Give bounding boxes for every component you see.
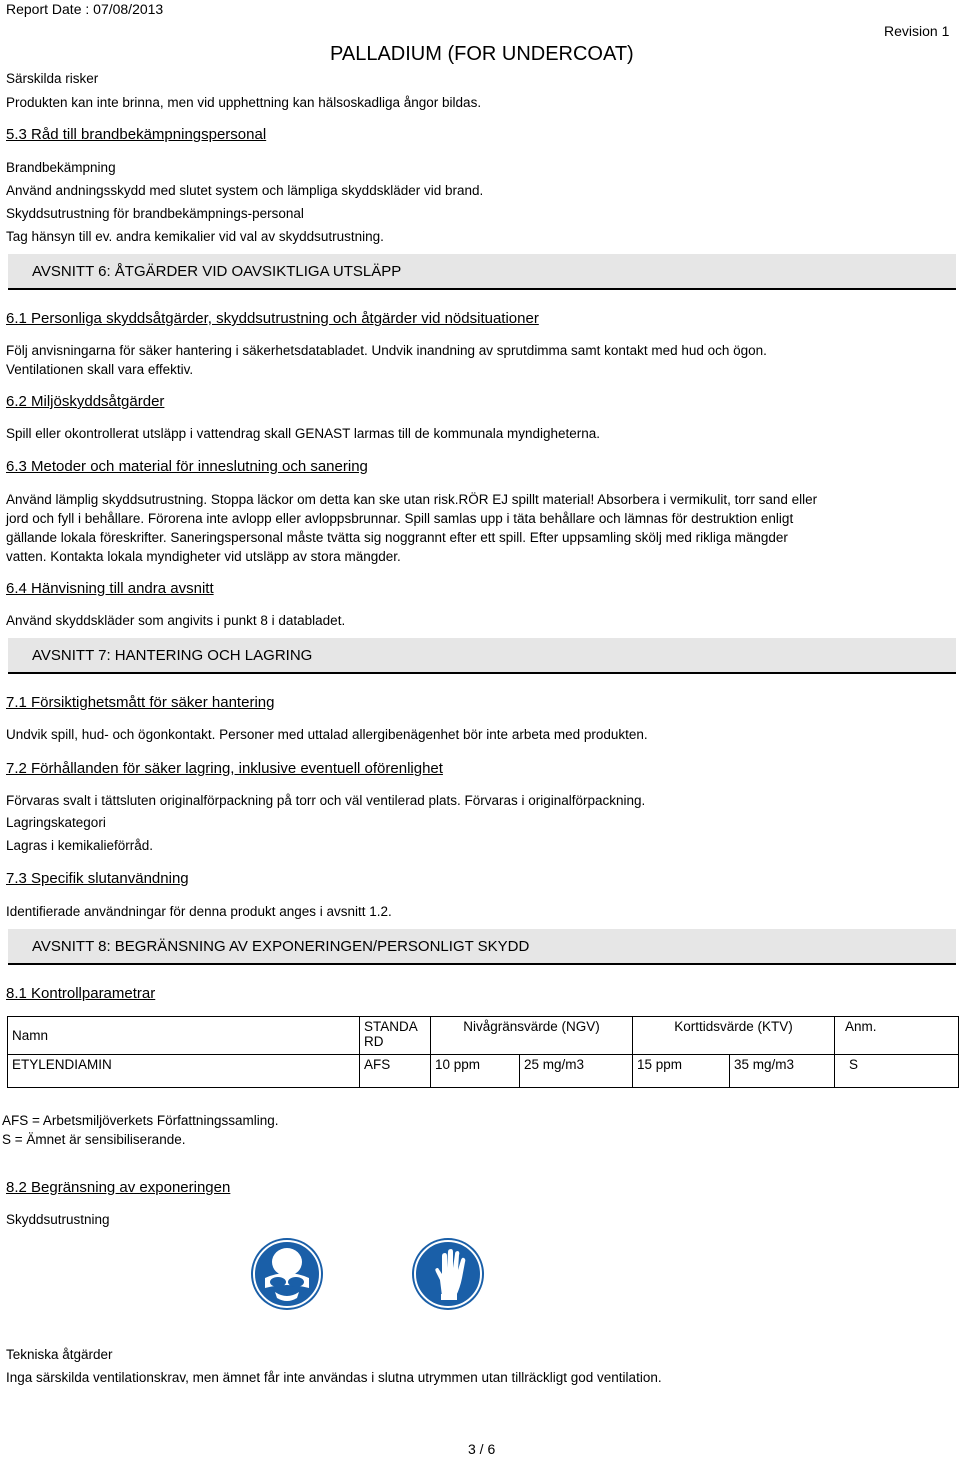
heading-8-2: 8.2 Begränsning av exponeringen <box>6 1179 231 1196</box>
section-8-bar <box>8 929 956 963</box>
heading-7-1: 7.1 Försiktighetsmått för säker hantering <box>6 694 275 711</box>
heading-6-1: 6.1 Personliga skyddsåtgärder, skyddsutrustning och åtgärder vid nödsituationer <box>6 310 539 327</box>
text-6-3-line4: vatten. Kontakta lokala myndigheter vid utsläpp av stora mängder. <box>6 549 401 564</box>
section-8-title: AVSNITT 8: BEGRÄNSNING AV EXPONERINGEN/PERSONLIGT SKYDD <box>32 938 530 955</box>
text-6-4: Använd skyddskläder som angivits i punkt 8 i databladet. <box>6 613 346 628</box>
special-risks-text: Produkten kan inte brinna, men vid upphettning kan hälsoskadliga ångor bildas. <box>6 95 482 110</box>
cell-anm: S <box>835 1055 959 1088</box>
section-6-rule <box>8 288 956 290</box>
cell-ngv-mg: 25 mg/m3 <box>520 1055 633 1088</box>
product-name: PALLADIUM (FOR UNDERCOAT) <box>330 43 634 65</box>
header-name: Namn <box>8 1017 360 1055</box>
heading-5-3: 5.3 Råd till brandbekämpningspersonal <box>6 126 267 143</box>
text-6-1-line1: Följ anvisningarna för säker hantering i säkerhetsdatabladet. Undvik inandning av sprutdimma samt kontakt med hud och ögon. <box>6 343 767 358</box>
cell-standard: AFS <box>360 1055 431 1088</box>
firefighting-text: Använd andningsskydd med slutet system och lämpliga skyddskläder vid brand. <box>6 183 484 198</box>
text-6-3-line3: gällande lokala föreskrifter. Saneringspersonal måste tvätta sig noggrannt efter ett spill. Efter uppsamling skölj med rikliga mängder <box>6 530 788 545</box>
heading-6-2: 6.2 Miljöskyddsåtgärder <box>6 393 165 410</box>
text-7-1: Undvik spill, hud- och ögonkontakt. Personer med uttalad allergibenägenhet bör inte arbeta med produkten. <box>6 727 648 742</box>
cell-ngv-ppm: 10 ppm <box>431 1055 520 1088</box>
storage-category-label: Lagringskategori <box>6 815 106 830</box>
heading-6-4: 6.4 Hänvisning till andra avsnitt <box>6 580 214 597</box>
page-number: 3 / 6 <box>468 1441 496 1457</box>
revision-label: Revision 1 <box>884 23 950 39</box>
text-6-2: Spill eller okontrollerat utsläpp i vattendrag skall GENAST larmas till de kommunala myndigheterna. <box>6 426 601 441</box>
storage-category-text: Lagras i kemikalieförråd. <box>6 838 154 853</box>
header-anm: Anm. <box>835 1017 959 1055</box>
section-7-title: AVSNITT 7: HANTERING OCH LAGRING <box>32 647 313 664</box>
cell-ktv-mg: 35 mg/m3 <box>730 1055 835 1088</box>
header-ktv: Korttidsvärde (KTV) <box>633 1017 835 1055</box>
cell-name: ETYLENDIAMIN <box>8 1055 360 1088</box>
heading-7-2: 7.2 Förhållanden för säker lagring, inklusive eventuell oförenlighet <box>6 760 443 777</box>
technical-measures-label: Tekniska åtgärder <box>6 1347 113 1362</box>
gloves-icon <box>412 1238 484 1310</box>
protective-equipment-label: Skyddsutrustning för brandbekämpnings-personal <box>6 206 304 221</box>
table-header-row <box>8 1017 959 1055</box>
section-8-rule <box>8 963 956 965</box>
heading-8-1: 8.1 Kontrollparametrar <box>6 985 156 1002</box>
control-parameters-table <box>7 1016 959 1088</box>
note-s: S = Ämnet är sensibiliserande. <box>2 1132 186 1147</box>
protective-equipment-label-8: Skyddsutrustning <box>6 1212 110 1227</box>
section-7-rule <box>8 672 956 674</box>
header-standard: STANDARD <box>360 1017 431 1055</box>
text-6-3-line2: jord och fyll i behållare. Förorena inte avlopp eller avloppsbrunnar. Spill samlas upp i täta behållare och lämnas för destruktion enligt <box>6 511 794 526</box>
section-7-bar <box>8 638 956 672</box>
firefighting-label: Brandbekämpning <box>6 160 116 175</box>
text-7-3: Identifierade användningar för denna produkt anges i avsnitt 1.2. <box>6 904 392 919</box>
note-afs: AFS = Arbetsmiljöverkets Författningssamling. <box>2 1113 279 1128</box>
section-6-title: AVSNITT 6: ÅTGÄRDER VID OAVSIKTLIGA UTSLÄPP <box>32 263 402 280</box>
header-ngv: Nivågränsvärde (NGV) <box>431 1017 633 1055</box>
section-6-bar <box>8 254 956 288</box>
text-6-3-line1: Använd lämplig skyddsutrustning. Stoppa läckor om detta kan ske utan risk.RÖR EJ spillt material! Absorbera i vermikulit, torr sand eller <box>6 492 818 507</box>
heading-6-3: 6.3 Metoder och material för inneslutning och sanering <box>6 458 368 475</box>
protective-equipment-text: Tag hänsyn till ev. andra kemikalier vid val av skyddsutrustning. <box>6 229 384 244</box>
cell-ktv-ppm: 15 ppm <box>633 1055 730 1088</box>
goggles-icon <box>251 1238 323 1310</box>
special-risks-label: Särskilda risker <box>6 71 99 86</box>
text-6-1-line2: Ventilationen skall vara effektiv. <box>6 362 194 377</box>
technical-measures-text: Inga särskilda ventilationskrav, men ämnet får inte användas i slutna utrymmen utan tillräckligt god ventilation. <box>6 1370 662 1385</box>
table-row <box>8 1055 959 1088</box>
report-date: Report Date : 07/08/2013 <box>6 1 164 17</box>
heading-7-3: 7.3 Specifik slutanvändning <box>6 870 189 887</box>
text-7-2: Förvaras svalt i tättsluten originalförpackning på torr och väl ventilerad plats. Förvaras i originalförpackning. <box>6 793 646 808</box>
